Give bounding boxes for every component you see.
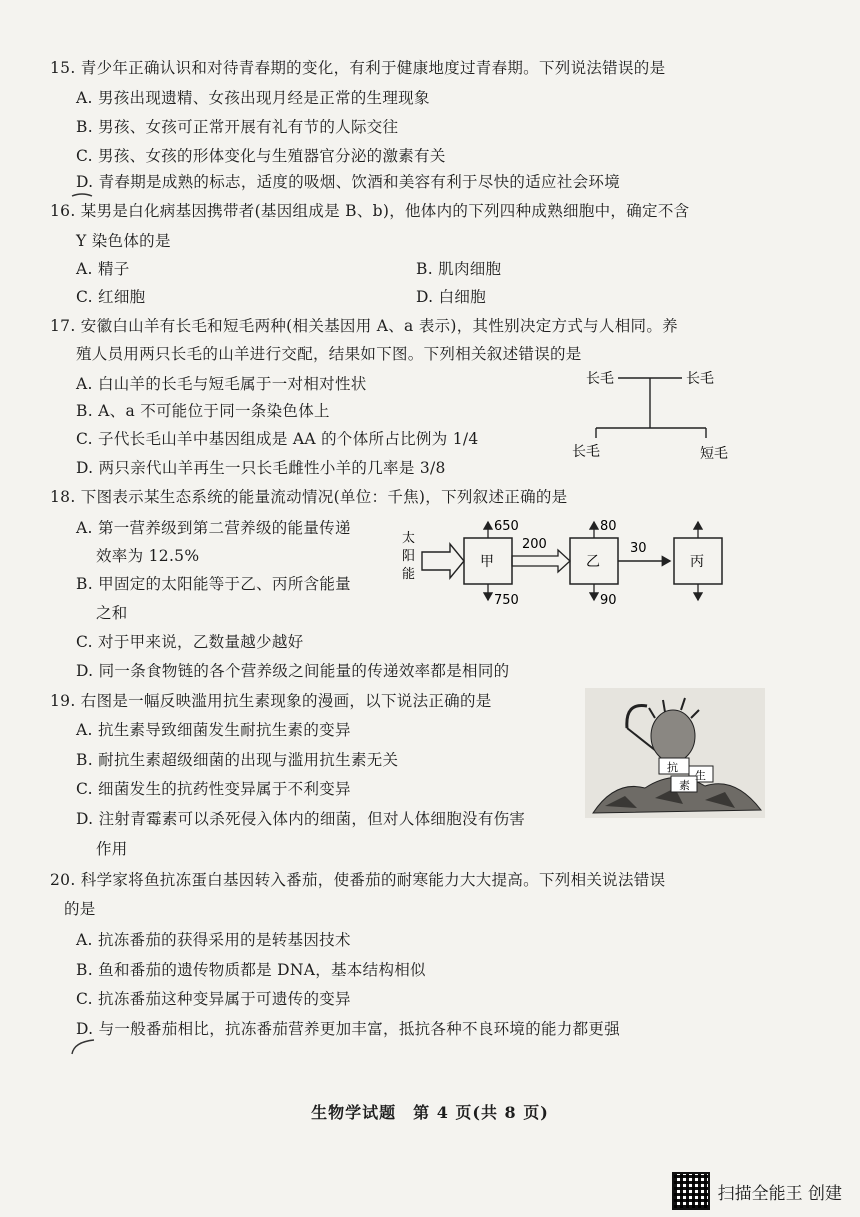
scanner-label: 扫描全能王 创建: [717, 1183, 842, 1204]
q20-option-a: A. 抗冻番茄的获得采用的是转基因技术: [76, 931, 351, 949]
q17-inheritance-diagram: [560, 368, 750, 468]
q17-child-right: 短毛: [700, 446, 728, 462]
q20-answer-mark: [70, 1036, 96, 1056]
q17-option-a: A. 白山羊的长毛与短毛属于一对相对性状: [76, 375, 367, 393]
antibiotic-abuse-cartoon: [585, 688, 765, 818]
q19-stem: 19. 右图是一幅反映滥用抗生素现象的漫画，以下说法正确的是: [50, 692, 492, 710]
q16-option-a: A. 精子: [76, 260, 130, 278]
q18-jia-up: 650: [494, 519, 519, 534]
q20-option-d: D. 与一般番茄相比，抗冻番茄营养更加丰富，抵抗各种不良环境的能力都更强: [76, 1020, 621, 1038]
q18-option-a-line1: A. 第一营养级到第二营养级的能量传递: [76, 519, 351, 537]
q18-option-a-line2: 效率为 12.5%: [96, 547, 200, 565]
q19-option-a: A. 抗生素导致细菌发生耐抗生素的变异: [76, 721, 351, 739]
q20-option-b: B. 鱼和番茄的遗传物质都是 DNA，基本结构相似: [76, 961, 426, 979]
page-footer: 生物学试题 第 4 页(共 8 页): [311, 1103, 549, 1122]
q18-jia-label: 甲: [480, 554, 494, 570]
q15-option-b: B. 男孩、女孩可正常开展有礼有节的人际交往: [76, 118, 399, 136]
cartoon-label-su: 素: [679, 779, 690, 792]
q19-option-d-line2: 作用: [96, 840, 128, 858]
q18-sun-arrow: [422, 544, 464, 578]
q18-sun-label-2: 阳: [402, 549, 416, 564]
q17-option-c: C. 子代长毛山羊中基因组成是 AA 的个体所占比例为 1/4: [76, 430, 479, 448]
qr-code-icon: [672, 1172, 710, 1210]
q17-option-b: B. A、a 不可能位于同一条染色体上: [76, 402, 330, 420]
cartoon-label-kang: 抗: [667, 761, 678, 774]
q18-option-b-line2: 之和: [96, 604, 128, 622]
q18-option-c: C. 对于甲来说，乙数量越少越好: [76, 633, 304, 651]
q16-option-c: C. 红细胞: [76, 288, 146, 306]
q18-jia-to-yi: 200: [522, 537, 547, 552]
q17-parent-left: 长毛: [586, 371, 614, 387]
cartoon-label-sheng: 生: [695, 769, 706, 782]
q17-stem-line1: 17. 安徽白山羊有长毛和短毛两种(相关基因用 A、a 表示)，其性别决定方式与人相同。养: [50, 317, 678, 335]
q15-stem: 15. 青少年正确认识和对待青春期的变化，有利于健康地度过青春期。下列说法错误的是: [50, 59, 666, 77]
q18-stem: 18. 下图表示某生态系统的能量流动情况(单位：千焦)，下列叙述正确的是: [50, 488, 568, 506]
q16-option-d: D. 白细胞: [416, 288, 487, 306]
q18-sun-label-3: 能: [402, 567, 416, 582]
q18-bing-label: 丙: [690, 554, 704, 570]
q17-parent-right: 长毛: [686, 371, 714, 387]
q18-energy-flow-diagram: [398, 516, 748, 606]
q17-option-d: D. 两只亲代山羊再生一只长毛雌性小羊的几率是 3/8: [76, 459, 446, 477]
q16-option-b: B. 肌肉细胞: [416, 260, 502, 278]
q18-yi-up: 80: [600, 519, 617, 534]
q18-yi-down: 90: [600, 593, 617, 606]
q16-stem-line1: 16. 某男是白化病基因携带者(基因组成是 B、b)，他体内的下列四种成熟细胞中，确定不含: [50, 202, 690, 220]
scanner-watermark: [672, 1172, 842, 1210]
q17-stem-line2: 殖人员用两只长毛的山羊进行交配，结果如下图。下列相关叙述错误的是: [76, 345, 582, 363]
q17-child-left: 长毛: [572, 444, 600, 460]
q16-stem-line2: Y 染色体的是: [76, 232, 171, 250]
q15-option-d: D. 青春期是成熟的标志，适度的吸烟、饮酒和美容有利于尽快的适应社会环境: [76, 173, 621, 191]
q18-option-d: D. 同一条食物链的各个营养级之间能量的传递效率都是相同的: [76, 662, 510, 680]
q20-stem-line1: 20. 科学家将鱼抗冻蛋白基因转入番茄，使番茄的耐寒能力大大提高。下列相关说法错误: [50, 871, 666, 889]
q18-yi-to-bing: 30: [630, 541, 647, 556]
q15-option-a: A. 男孩出现遗精、女孩出现月经是正常的生理现象: [76, 89, 430, 107]
q20-stem-line2: 的是: [64, 900, 96, 918]
q18-jia-down: 750: [494, 593, 519, 606]
q15-option-c: C. 男孩、女孩的形体变化与生殖器官分泌的激素有关: [76, 147, 446, 165]
q15-answer-mark: [70, 190, 94, 200]
q20-option-c: C. 抗冻番茄这种变异属于可遗传的变异: [76, 990, 351, 1008]
q18-sun-label-1: 太: [402, 531, 416, 546]
q19-option-c: C. 细菌发生的抗药性变异属于不利变异: [76, 780, 351, 798]
q18-yi-label: 乙: [586, 554, 600, 570]
q18-option-b-line1: B. 甲固定的太阳能等于乙、丙所含能量: [76, 575, 351, 593]
q19-option-b: B. 耐抗生素超级细菌的出现与滥用抗生素无关: [76, 751, 399, 769]
q19-option-d-line1: D. 注射青霉素可以杀死侵入体内的细菌，但对人体细胞没有伤害: [76, 810, 526, 828]
